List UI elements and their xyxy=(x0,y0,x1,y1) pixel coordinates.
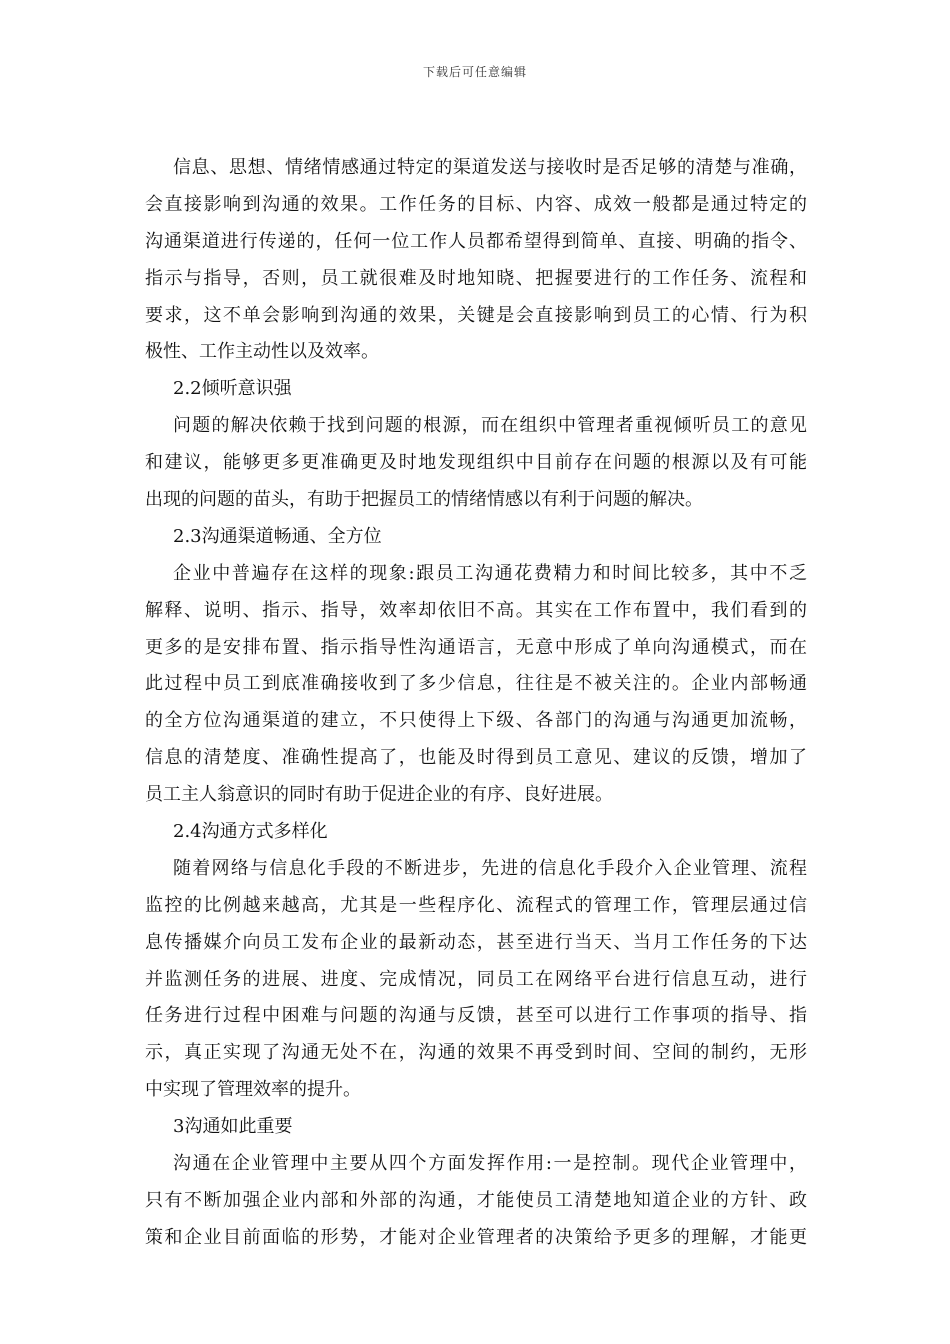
text-line: 随着网络与信息化手段的不断进步，先进的信息化手段介入企业管理、流程 xyxy=(173,857,807,879)
text-line: 问题的解决依赖于找到问题的根源，而在组织中管理者重视倾听员工的意见 xyxy=(173,415,807,437)
text-line: 沟通渠道进行传递的，任何一位工作人员都希望得到简单、直接、明确的指令、 xyxy=(145,230,807,252)
text-line: 沟通在企业管理中主要从四个方面发挥作用:一是控制。现代企业管理中， xyxy=(173,1153,807,1175)
text-line: 要求，这不单会影响到沟通的效果，关键是会直接影响到员工的心情、行为积 xyxy=(145,304,807,326)
text-line: 监控的比例越来越高，尤其是一些程序化、流程式的管理工作，管理层通过信 xyxy=(145,894,807,916)
text-line: 极性、工作主动性以及效率。 xyxy=(145,341,379,363)
text-line: 信息、思想、情绪情感通过特定的渠道发送与接收时是否足够的清楚与准确， xyxy=(173,157,807,178)
text-line: 指示与指导，否则，员工就很难及时地知晓、把握要进行的工作任务、流程和 xyxy=(145,267,807,289)
text-line: 中实现了管理效率的提升。 xyxy=(145,1079,361,1101)
section-heading: 2.4沟通方式多样化 xyxy=(173,821,328,843)
text-line: 会直接影响到沟通的效果。工作任务的目标、内容、成效一般都是通过特定的 xyxy=(145,193,807,215)
text-line: 并监测任务的进展、进度、完成情况，同员工在网络平台进行信息互动，进行 xyxy=(145,968,807,990)
text-line: 信息的清楚度、准确性提高了，也能及时得到员工意见、建议的反馈，增加了 xyxy=(145,747,807,769)
text-line: 企业中普遍存在这样的现象:跟员工沟通花费精力和时间比较多，其中不乏 xyxy=(173,562,807,584)
section-heading: 3沟通如此重要 xyxy=(173,1116,293,1138)
text-line: 息传播媒介向员工发布企业的最新动态，甚至进行当天、当月工作任务的下达 xyxy=(145,931,807,953)
page-header-note: 下载后可任意编辑 xyxy=(422,65,527,79)
text-line: 示，真正实现了沟通无处不在，沟通的效果不再受到时间、空间的制约，无形 xyxy=(145,1042,807,1064)
text-line: 此过程中员工到底准确接收到了多少信息，往往是不被关注的。企业内部畅通 xyxy=(145,673,807,695)
text-line: 和建议，能够更多更准确更及时地发现组织中目前存在问题的根源以及有可能 xyxy=(145,452,807,474)
text-line: 只有不断加强企业内部和外部的沟通，才能使员工清楚地知道企业的方针、政 xyxy=(145,1189,807,1211)
text-line: 策和企业目前面临的形势，才能对企业管理者的决策给予更多的理解，才能更 xyxy=(145,1226,807,1248)
text-line: 员工主人翁意识的同时有助于促进企业的有序、良好进展。 xyxy=(145,784,613,806)
text-line: 更多的是安排布置、指示指导性沟通语言，无意中形成了单向沟通模式，而在 xyxy=(145,636,807,658)
text-line: 出现的问题的苗头，有助于把握员工的情绪情感以有利于问题的解决。 xyxy=(145,489,703,511)
text-line: 任务进行过程中困难与问题的沟通与反馈，甚至可以进行工作事项的指导、指 xyxy=(145,1005,807,1027)
text-line: 解释、说明、指示、指导，效率却依旧不高。其实在工作布置中，我们看到的 xyxy=(145,599,807,621)
section-heading: 2.3沟通渠道畅通、全方位 xyxy=(173,525,382,547)
text-line: 的全方位沟通渠道的建立，不只使得上下级、各部门的沟通与沟通更加流畅， xyxy=(145,710,807,732)
document-body xyxy=(145,150,807,1257)
section-heading: 2.2倾听意识强 xyxy=(173,378,292,400)
